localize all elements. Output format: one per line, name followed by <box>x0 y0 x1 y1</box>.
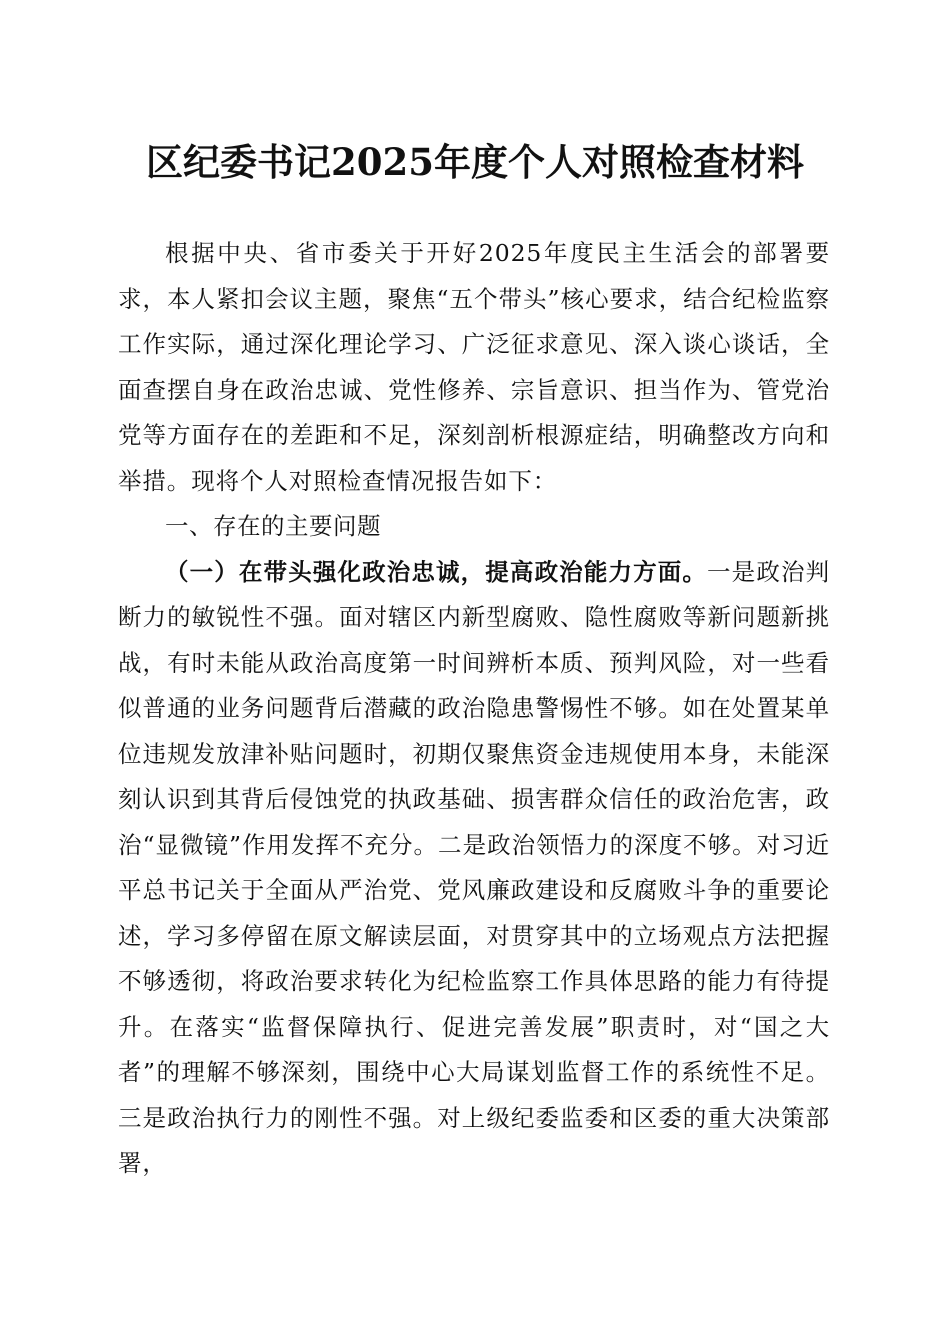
item-lead-text: （一）在带头强化政治忠诚，提高政治能力方面。 <box>165 557 708 586</box>
document-title: 区纪委书记2025年度个人对照检查材料 <box>146 140 804 184</box>
item-body-text: 一是政治判断力的敏锐性不强。面对辖区内新型腐败、隐性腐败等新问题新挑战，有时未能从政治高度第一时间辨析本质、预判风险，对一些看似普通的业务问题背后潜藏的政治隐患警惕性不够。如在处置某单位违规发放津补贴问题时，初期仅聚焦资金违规使用本身，未能深刻认识到其背后侵蚀党的执政基础、损害群众信任的政治危害，政治“显微镜”作用发挥不充分。二是政治领悟力的深度不够。对习近平总书记关于全面从严治党、党风廉政建设和反腐败斗争的重要论述，学习多停留在原文解读层面，对贯穿其中的立场观点方法把握不够透彻，将政治要求转化为纪检监察工作具体思路的能力有待提升。在落实“监督保障执行、促进完善发展”职责时，对“国之大者”的理解不够深刻，围绕中心大局谋划监督工作的系统性不足。三是政治执行力的刚性不强。对上级纪委监委和区委的重大决策部署， <box>118 557 830 1177</box>
document-body <box>118 231 830 1187</box>
section-heading-problems: 一、存在的主要问题 <box>165 512 381 540</box>
intro-paragraph: 根据中央、省市委关于开好2025年度民主生活会的部署要求，本人紧扣会议主题，聚焦“五个带头”核心要求，结合纪检监察工作实际，通过深化理论学习、广泛征求意见、深入谈心谈话，全面查摆自身在政治忠诚、党性修养、宗旨意识、担当作为、管党治党等方面存在的差距和不足，深刻剖析根源症结，明确整改方向和举措。现将个人对照检查情况报告如下： <box>118 239 830 495</box>
section-item-paragraph <box>118 550 830 1187</box>
